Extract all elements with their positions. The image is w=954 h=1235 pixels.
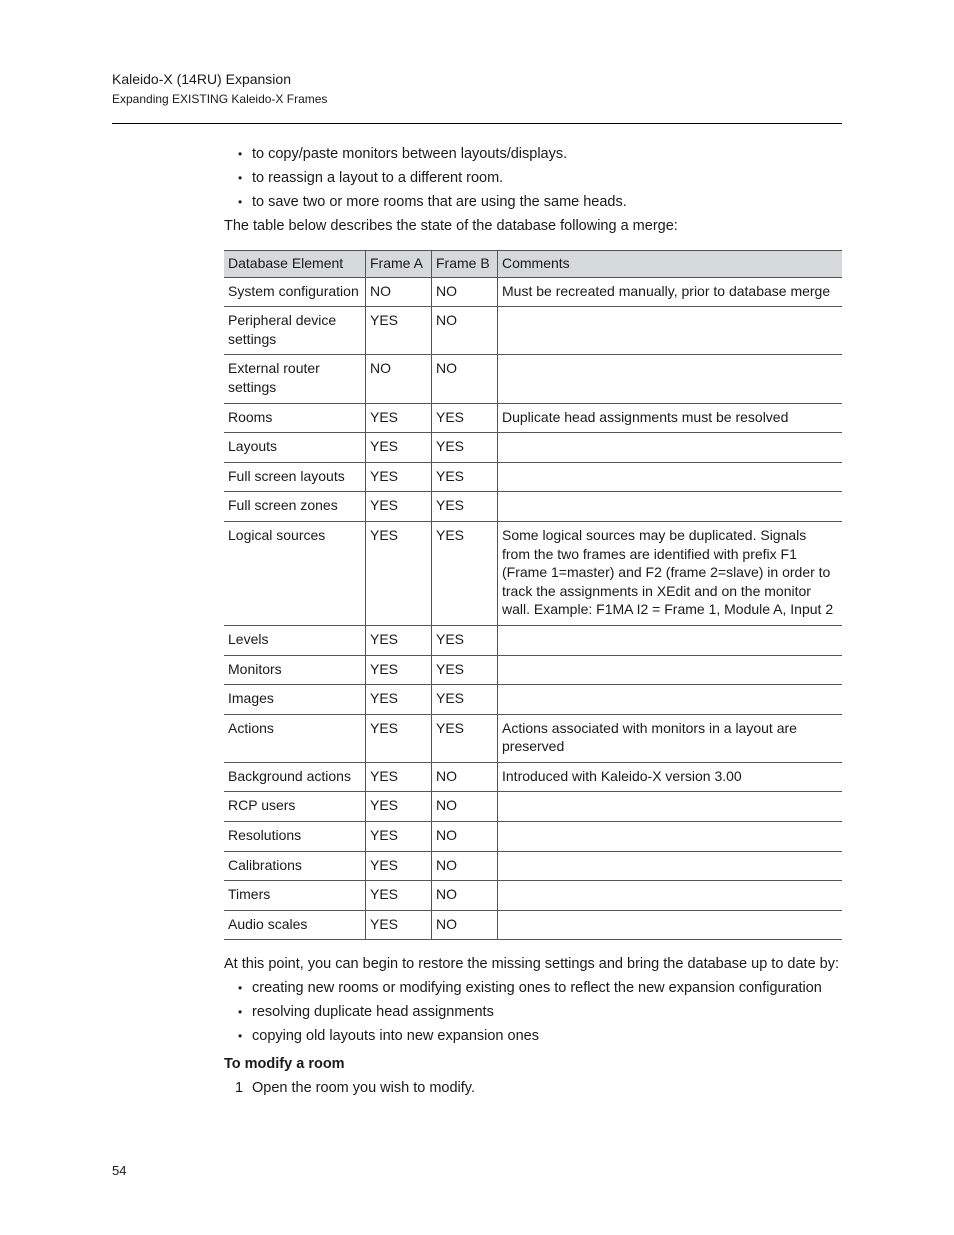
cell-frame-b: YES: [432, 433, 498, 463]
table-row: [224, 685, 842, 715]
cell-database-element: Audio scales: [224, 910, 366, 940]
cell-database-element: Background actions: [224, 762, 366, 792]
cell-frame-a: YES: [366, 881, 432, 911]
cell-frame-a: YES: [366, 433, 432, 463]
cell-comments: [498, 881, 843, 911]
cell-database-element: Rooms: [224, 403, 366, 433]
cell-frame-a: YES: [366, 521, 432, 625]
cell-frame-a: YES: [366, 822, 432, 852]
cell-frame-b: YES: [432, 655, 498, 685]
cell-frame-b: YES: [432, 462, 498, 492]
cell-comments: [498, 685, 843, 715]
cell-frame-b: YES: [432, 625, 498, 655]
cell-database-element: Full screen zones: [224, 492, 366, 522]
cell-database-element: RCP users: [224, 792, 366, 822]
list-item: • creating new rooms or modifying existing ones to reflect the new expansion configuration: [224, 978, 842, 998]
procedure-title: To modify a room: [224, 1056, 345, 1073]
cell-frame-b: NO: [432, 851, 498, 881]
list-item: • to copy/paste monitors between layouts/displays.: [224, 144, 842, 164]
cell-frame-a: YES: [366, 492, 432, 522]
restore-bullet-list: [224, 978, 842, 1046]
cell-database-element: Resolutions: [224, 822, 366, 852]
running-header-subtitle: Expanding EXISTING Kaleido-X Frames: [112, 92, 328, 106]
table-row: [224, 792, 842, 822]
cell-frame-a: YES: [366, 462, 432, 492]
page-content: [224, 144, 842, 1098]
cell-frame-a: YES: [366, 910, 432, 940]
list-item: • to reassign a layout to a different room.: [224, 168, 842, 188]
cell-frame-b: NO: [432, 881, 498, 911]
column-header-database-element: Database Element: [224, 251, 366, 278]
table-row: [224, 655, 842, 685]
cell-frame-a: YES: [366, 714, 432, 762]
cell-comments: Actions associated with monitors in a layout are preserved: [498, 714, 843, 762]
cell-frame-a: YES: [366, 792, 432, 822]
cell-frame-a: YES: [366, 685, 432, 715]
cell-comments: [498, 355, 843, 403]
database-merge-table: [224, 250, 842, 940]
table-row: [224, 307, 842, 355]
cell-frame-a: YES: [366, 307, 432, 355]
cell-comments: [498, 792, 843, 822]
cell-comments: [498, 462, 843, 492]
table-row: [224, 492, 842, 522]
cell-database-element: Levels: [224, 625, 366, 655]
cell-frame-a: YES: [366, 851, 432, 881]
step-text: Open the room you wish to modify.: [252, 1080, 475, 1097]
procedure-step: [224, 1078, 842, 1098]
cell-frame-b: YES: [432, 714, 498, 762]
cell-frame-b: NO: [432, 822, 498, 852]
cell-database-element: Images: [224, 685, 366, 715]
cell-comments: [498, 625, 843, 655]
cell-frame-a: YES: [366, 625, 432, 655]
table-row: [224, 762, 842, 792]
running-header-title: Kaleido-X (14RU) Expansion: [112, 71, 291, 87]
cell-frame-a: NO: [366, 355, 432, 403]
cell-comments: [498, 910, 843, 940]
cell-database-element: Timers: [224, 881, 366, 911]
cell-comments: Duplicate head assignments must be resolved: [498, 403, 843, 433]
table-row: [224, 355, 842, 403]
cell-frame-b: YES: [432, 521, 498, 625]
page-number: 54: [112, 1163, 127, 1178]
cell-frame-b: NO: [432, 762, 498, 792]
table-row: [224, 277, 842, 307]
cell-comments: [498, 822, 843, 852]
cell-frame-b: NO: [432, 792, 498, 822]
cell-comments: [498, 492, 843, 522]
intro-bullet-list: [224, 144, 842, 212]
cell-frame-a: NO: [366, 277, 432, 307]
table-row: [224, 521, 842, 625]
cell-database-element: System configuration: [224, 277, 366, 307]
list-item: • copying old layouts into new expansion ones: [224, 1026, 842, 1046]
table-row: [224, 403, 842, 433]
table-row: [224, 881, 842, 911]
column-header-frame-a: Frame A: [366, 251, 432, 278]
cell-frame-a: YES: [366, 762, 432, 792]
list-item: • to save two or more rooms that are using the same heads.: [224, 192, 842, 212]
list-item: • resolving duplicate head assignments: [224, 1002, 842, 1022]
cell-comments: [498, 851, 843, 881]
table-row: [224, 625, 842, 655]
cell-frame-b: NO: [432, 307, 498, 355]
cell-frame-a: YES: [366, 655, 432, 685]
cell-comments: [498, 307, 843, 355]
header-divider: [112, 123, 842, 124]
cell-database-element: Logical sources: [224, 521, 366, 625]
cell-frame-a: YES: [366, 403, 432, 433]
table-row: [224, 433, 842, 463]
cell-comments: Introduced with Kaleido-X version 3.00: [498, 762, 843, 792]
cell-comments: Some logical sources may be duplicated. Signals from the two frames are identified with prefix F1 (Frame 1=master) and F2 (frame 2=slave) in order to track the assignments in XEdit and on the monitor wall. Example: F1MA I2 = Frame 1, Module A, Input 2: [498, 521, 843, 625]
table-row: [224, 822, 842, 852]
step-number: 1: [235, 1080, 244, 1097]
table-row: [224, 462, 842, 492]
table-intro-paragraph: The table below describes the state of the database following a merge:: [224, 218, 678, 234]
cell-frame-b: NO: [432, 277, 498, 307]
table-row: [224, 851, 842, 881]
cell-frame-b: NO: [432, 910, 498, 940]
cell-frame-b: NO: [432, 355, 498, 403]
cell-database-element: Actions: [224, 714, 366, 762]
procedure-steps: [224, 1078, 842, 1098]
cell-comments: [498, 655, 843, 685]
table-header-row: [224, 251, 842, 278]
cell-frame-b: YES: [432, 492, 498, 522]
cell-database-element: Full screen layouts: [224, 462, 366, 492]
cell-frame-b: YES: [432, 685, 498, 715]
cell-comments: Must be recreated manually, prior to database merge: [498, 277, 843, 307]
cell-database-element: Layouts: [224, 433, 366, 463]
cell-database-element: Calibrations: [224, 851, 366, 881]
cell-database-element: External router settings: [224, 355, 366, 403]
cell-frame-b: YES: [432, 403, 498, 433]
table-body: [224, 277, 842, 940]
cell-database-element: Peripheral device settings: [224, 307, 366, 355]
table-row: [224, 714, 842, 762]
cell-comments: [498, 433, 843, 463]
restore-paragraph: At this point, you can begin to restore the missing settings and bring the database up to date by:: [224, 956, 840, 973]
table-row: [224, 910, 842, 940]
column-header-comments: Comments: [498, 251, 843, 278]
cell-database-element: Monitors: [224, 655, 366, 685]
column-header-frame-b: Frame B: [432, 251, 498, 278]
